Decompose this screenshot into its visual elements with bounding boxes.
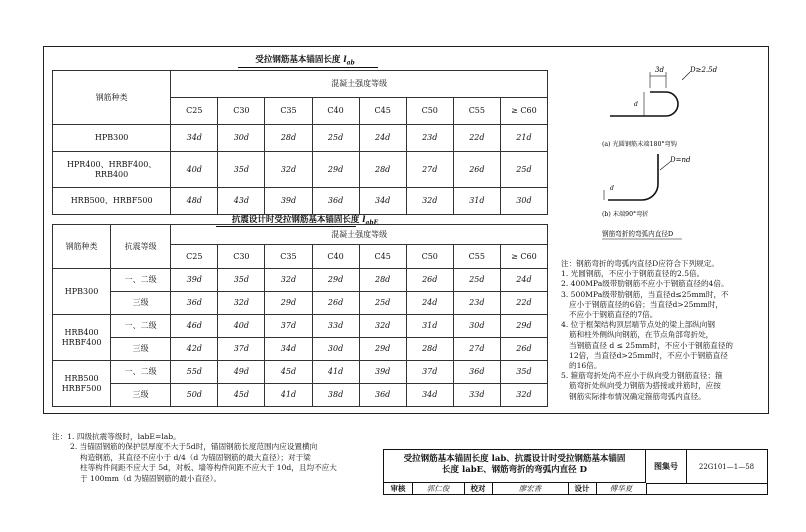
note-line: 5. 箍筋弯折处尚不应小于纵向受力钢筋直径；箍: [561, 371, 723, 381]
grade-header: C25: [171, 245, 218, 269]
table-cell: 43d: [218, 188, 265, 215]
grade-header: C40: [312, 98, 359, 125]
table-cell: 36d: [359, 384, 406, 407]
table-cell: 26d: [312, 292, 359, 315]
note-line: 的16倍。: [569, 361, 602, 371]
note-line: 注：钢筋弯折的弯弧内直径D应符合下列规定。: [561, 259, 719, 268]
table-cell: 32d: [218, 292, 265, 315]
seismic-level: 一、二级: [111, 361, 171, 384]
label-d: d: [634, 101, 638, 108]
seismic-level: 三级: [111, 384, 171, 407]
table-cell: 36d: [171, 292, 218, 315]
table-cell: 29d: [312, 152, 359, 188]
right-notes: [561, 259, 767, 402]
table-cell: 25d: [359, 292, 406, 315]
table-cell: 32d: [406, 188, 453, 215]
table-cell: 28d: [406, 338, 453, 361]
note-line: 当钢筋直径 d ≤ 25mm时，不应小于钢筋直径的: [569, 340, 734, 350]
table-cell: 33d: [312, 315, 359, 338]
design-label: 设计: [568, 483, 597, 494]
note-line: 2. 400MPa级带肋钢筋不应小于钢筋直径的4倍。: [561, 279, 729, 289]
note-line: 注：1. 四级抗震等级时，labE=lab。: [52, 432, 181, 441]
note-line: 于 100mm（d 为锚固钢筋的最小直径）。: [80, 473, 222, 483]
table-cell: 36d: [453, 361, 500, 384]
table-cell: 46d: [171, 315, 218, 338]
table-cell: 29d: [312, 269, 359, 292]
bend-diagram: [590, 58, 770, 243]
note-line: 钢筋实际排布情况确定箍筋弯弧内直径。: [569, 391, 706, 401]
table-cell: 37d: [406, 361, 453, 384]
table-cell: 34d: [265, 338, 312, 361]
table-cell: 25d: [500, 152, 547, 188]
section-title: 钢筋弯折的弯弧内直径D: [602, 230, 674, 238]
table-cell: 35d: [218, 269, 265, 292]
steel-type: HRB500、HRBF500: [53, 188, 171, 215]
table-cell: 22d: [500, 292, 547, 315]
table-cell: 34d: [359, 188, 406, 215]
note-line: 12倍，当直径d>25mm时，不应小于钢筋直径: [569, 350, 728, 360]
table-cell: 41d: [312, 361, 359, 384]
note-line: 2. 当锚固钢筋的保护层厚度不大于5d时，锚固钢筋长度范围内应设置横向: [70, 442, 318, 452]
caption-a: (a) 光圆钢筋末端180°弯钩: [602, 141, 677, 148]
table-cell: 30d: [500, 188, 547, 215]
grade-header: C40: [312, 245, 359, 269]
label-3d: 3d: [655, 66, 664, 74]
seismic-level: 一、二级: [111, 269, 171, 292]
design-name: 傅华夏: [596, 483, 647, 494]
grade-header: C35: [265, 245, 312, 269]
review-label: 审核: [384, 483, 413, 494]
steel-type: HPB300: [53, 269, 111, 315]
seismic-level: 一、二级: [111, 315, 171, 338]
table-cell: 39d: [359, 361, 406, 384]
note-line: 应小于钢筋直径的6倍；当直径d>25mm时，: [569, 299, 724, 309]
table-cell: 45d: [265, 361, 312, 384]
grade-header: C45: [359, 98, 406, 125]
note-line: 柱等构件间距不应大于 5d，对板、墙等构件间距不应大于 10d，且均不应大: [80, 463, 337, 473]
table-cell: 27d: [453, 338, 500, 361]
table-cell: 23d: [406, 125, 453, 152]
table-cell: 37d: [265, 315, 312, 338]
note-line: 构造钢筋，其直径不应小于 d/4（d 为锚固钢筋的最大直径）；对于梁: [80, 452, 311, 462]
check-label: 校对: [464, 483, 493, 494]
steel-type: HRB500 HRBF500: [53, 361, 111, 407]
table-cell: 29d: [265, 292, 312, 315]
table-cell: 24d: [359, 125, 406, 152]
grade-header: C30: [218, 98, 265, 125]
table-cell: 26d: [406, 269, 453, 292]
table-cell: 27d: [406, 152, 453, 188]
grade-header: C45: [359, 245, 406, 269]
header-grade: 混凝土强度等级: [171, 71, 548, 98]
grade-header: C55: [453, 245, 500, 269]
grade-header: C50: [406, 98, 453, 125]
grade-header: C50: [406, 245, 453, 269]
steel-type: HRB400 HRBF400: [53, 315, 111, 361]
table-cell: 21d: [500, 125, 547, 152]
table-cell: 40d: [171, 152, 218, 188]
table-cell: 30d: [312, 338, 359, 361]
grade-header: ≥ C60: [500, 245, 547, 269]
header-level: 抗震等级: [111, 225, 171, 269]
basic-anchorage-table: [52, 70, 548, 215]
table-cell: 37d: [218, 338, 265, 361]
table-cell: 32d: [265, 269, 312, 292]
table-cell: 35d: [500, 361, 547, 384]
grade-header: C55: [453, 98, 500, 125]
table-cell: 35d: [218, 152, 265, 188]
seismic-anchorage-table: [52, 224, 548, 407]
steel-type: HPR400、HRBF400、 RRB400: [53, 152, 171, 188]
table-cell: 41d: [265, 384, 312, 407]
caption-b: (b) 末端90°弯折: [602, 211, 649, 218]
table-cell: 30d: [218, 125, 265, 152]
seismic-level: 三级: [111, 292, 171, 315]
steel-type: HPB300: [53, 125, 171, 152]
table-cell: 29d: [500, 315, 547, 338]
seismic-level: 三级: [111, 338, 171, 361]
note-line: 筋和柱外侧纵向钢筋，在节点角部弯折处，: [569, 330, 714, 340]
table-cell: 39d: [265, 188, 312, 215]
table-cell: 23d: [453, 292, 500, 315]
table2-title: 抗震设计时受拉钢筋基本锚固长度 $l_{abE}$: [231, 215, 379, 227]
table-cell: 22d: [453, 125, 500, 152]
table-cell: 28d: [359, 269, 406, 292]
note-line: 3. 500MPa级带肋钢筋，当直径d≤25mm时，不: [561, 289, 729, 299]
label-d2: d: [610, 185, 614, 192]
grade-header: C35: [265, 98, 312, 125]
table-cell: 31d: [453, 188, 500, 215]
table-cell: 49d: [218, 361, 265, 384]
note-line: 筋弯折处纵向受力钢筋为搭接或并筋时，应按: [569, 381, 721, 391]
table-cell: 32d: [265, 152, 312, 188]
table-cell: 34d: [406, 384, 453, 407]
table-cell: 26d: [500, 338, 547, 361]
label-D: D≥2.5d: [690, 66, 718, 74]
table-cell: 36d: [312, 188, 359, 215]
atlas-label: 图集号: [646, 450, 687, 484]
title-block: [383, 449, 768, 495]
grade-header: C25: [171, 98, 218, 125]
table-cell: 32d: [359, 315, 406, 338]
table-cell: 55d: [171, 361, 218, 384]
note-line: 不应小于钢筋直径的7倍。: [569, 310, 658, 320]
table-cell: 30d: [453, 315, 500, 338]
bend-90-drawing: [608, 154, 658, 200]
check-name: 廖宏香: [492, 483, 569, 494]
note-line: 1. 光圆钢筋，不应小于钢筋直径的2.5倍。: [561, 269, 705, 279]
table-cell: 29d: [359, 338, 406, 361]
table-cell: 31d: [406, 315, 453, 338]
table-cell: 48d: [171, 188, 218, 215]
table1-title: 受拉钢筋基本锚固长度 $l_{ab}$: [255, 55, 355, 67]
drawing-title: 受拉钢筋基本锚固长度 lab、抗震设计时受拉钢筋基本锚固 长度 labE、钢筋弯折的弯弧内直径 D: [384, 450, 646, 483]
header-steel: 钢筋种类: [53, 225, 111, 269]
header-steel: 钢筋种类: [53, 71, 171, 125]
grade-header: ≥ C60: [500, 98, 547, 125]
table-cell: 40d: [218, 315, 265, 338]
table-cell: 38d: [312, 384, 359, 407]
table-cell: 42d: [171, 338, 218, 361]
table-cell: 34d: [171, 125, 218, 152]
table-cell: 28d: [265, 125, 312, 152]
table-cell: 33d: [453, 384, 500, 407]
atlas-number: 22G101—1—58: [686, 450, 767, 484]
label-D2: D=nd: [670, 156, 691, 164]
bottom-notes: [52, 432, 384, 484]
header-grade: 混凝土强度等级: [171, 225, 548, 245]
grade-header: C30: [218, 245, 265, 269]
table-cell: 28d: [359, 152, 406, 188]
table-cell: 39d: [171, 269, 218, 292]
table-cell: 25d: [453, 269, 500, 292]
note-line: 4. 位于框架结构顶层端节点处的梁上部纵向钢: [561, 320, 715, 330]
table-cell: 50d: [171, 384, 218, 407]
table-cell: 24d: [500, 269, 547, 292]
review-name: 郭仁俊: [412, 483, 465, 494]
table-cell: 26d: [453, 152, 500, 188]
table-cell: 45d: [218, 384, 265, 407]
table-cell: 24d: [406, 292, 453, 315]
table-cell: 32d: [500, 384, 547, 407]
table-cell: 25d: [312, 125, 359, 152]
